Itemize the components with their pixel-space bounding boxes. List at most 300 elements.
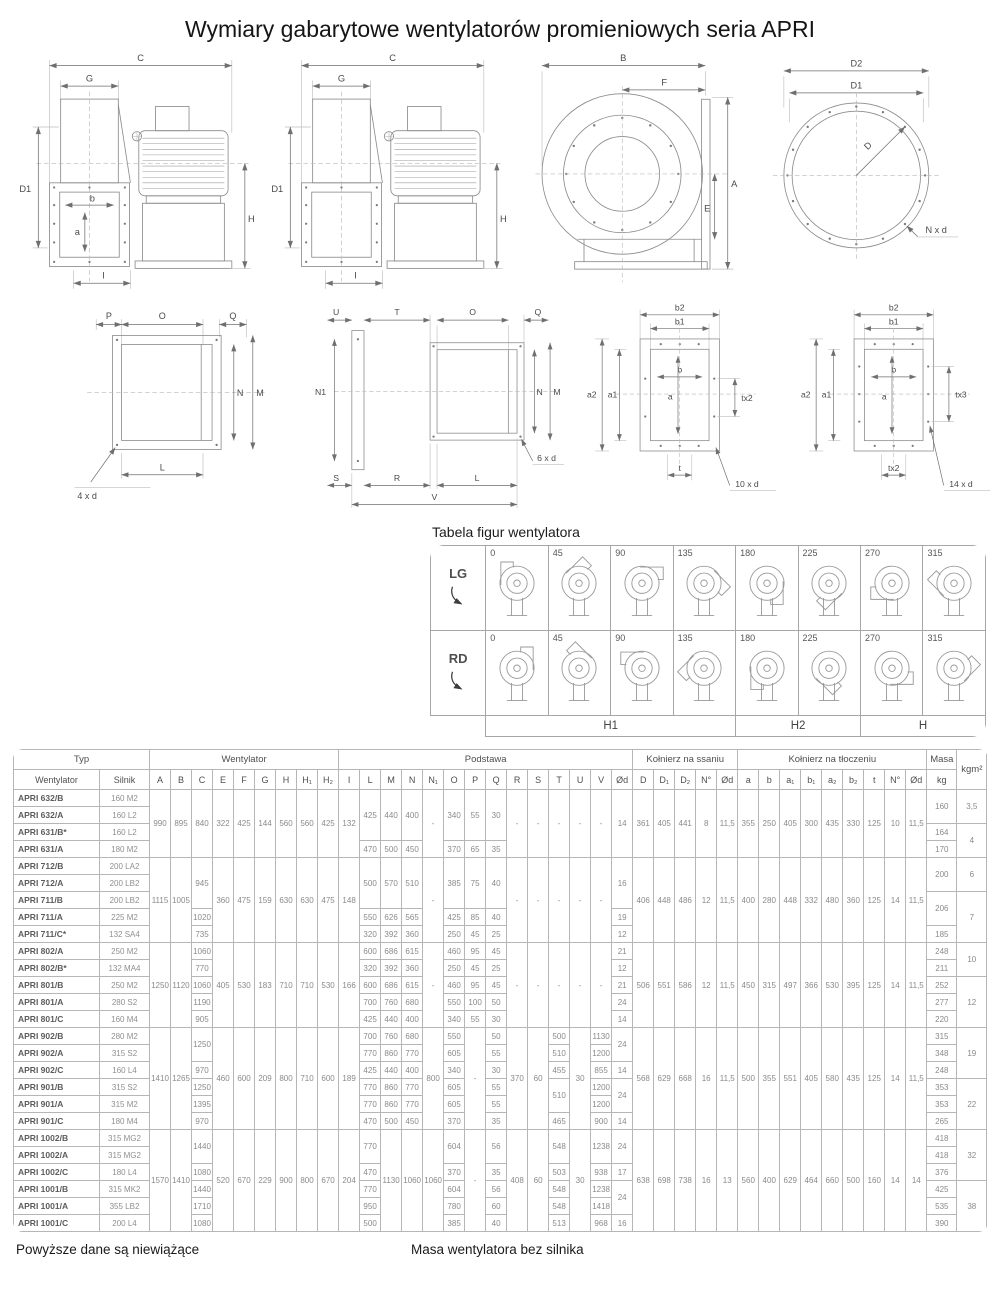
value-cell: 95 [465, 943, 486, 960]
value-cell: 680 [402, 994, 423, 1011]
value-cell: 500 [360, 1215, 381, 1232]
fan-type-cell: APRI 632/A [14, 807, 100, 824]
fan-figure-cell [861, 546, 923, 631]
value-cell: 548 [549, 1198, 570, 1215]
fan-figure-cell [673, 546, 735, 631]
value-cell: 905 [192, 1011, 213, 1028]
value-cell: 1410 [171, 1130, 192, 1232]
value-cell: 1410 [150, 1028, 171, 1130]
column-header: P [465, 770, 486, 790]
value-cell: 800 [276, 1028, 297, 1130]
value-cell: 348 [927, 1045, 957, 1062]
value-cell: 700 [360, 1028, 381, 1045]
value-cell: 248 [927, 943, 957, 960]
fan-type-cell: APRI 1002/B [14, 1130, 100, 1147]
fan-figure-icon [678, 550, 730, 622]
value-cell: 1130 [591, 1028, 612, 1045]
dim-label-e: E [704, 203, 711, 214]
fan-type-cell: APRI 901/B [14, 1079, 100, 1096]
value-cell: 565 [402, 909, 423, 926]
fan-figure-cell [736, 546, 798, 631]
fan-figure-icon [866, 635, 918, 707]
angle-label: 90 [615, 633, 626, 644]
value-cell: 464 [801, 1130, 822, 1232]
dim-label-t: t [678, 462, 681, 473]
value-cell: 506 [633, 943, 654, 1028]
angle-label: 225 [802, 548, 818, 559]
value-cell: 300 [801, 790, 822, 858]
value-cell: 360 [213, 858, 234, 943]
value-cell: 10 [957, 943, 987, 977]
value-cell: 497 [780, 943, 801, 1028]
value-cell: 968 [591, 1215, 612, 1232]
value-cell: 425 [927, 1181, 957, 1198]
value-cell: 670 [318, 1130, 339, 1232]
figure-footer-row [431, 716, 986, 737]
fan-figure-cell [798, 631, 860, 716]
value-cell: 24 [612, 994, 633, 1011]
value-cell: 353 [927, 1096, 957, 1113]
value-cell: 600 [318, 1028, 339, 1130]
value-cell: 400 [402, 1011, 423, 1028]
value-cell: 470 [360, 841, 381, 858]
value-cell: 40 [486, 858, 507, 909]
value-cell: 125 [864, 790, 885, 858]
value-cell: 400 [738, 858, 759, 943]
dim-label-b: B [620, 52, 627, 63]
value-cell: 405 [654, 790, 675, 858]
motor-cell: 315 M2 [100, 1096, 150, 1113]
value-cell: 425 [444, 909, 465, 926]
value-cell: 710 [297, 943, 318, 1028]
fan-figure-icon [491, 550, 543, 622]
figure-footer-spacer [431, 716, 486, 737]
dim-label-b2: b2 [888, 302, 899, 313]
value-cell: 320 [360, 926, 381, 943]
value-cell: 19 [612, 909, 633, 926]
dim-label-q: Q [229, 311, 237, 322]
value-cell: 1710 [192, 1198, 213, 1215]
value-cell: 568 [633, 1028, 654, 1130]
dim-label-b: b [677, 364, 683, 375]
value-cell: 60 [528, 1130, 549, 1232]
value-cell: 189 [339, 1028, 360, 1130]
column-header: A [150, 770, 171, 790]
value-cell: 551 [780, 1028, 801, 1130]
fan-figure-icon [616, 550, 668, 622]
value-cell: 400 [759, 1130, 780, 1232]
value-cell: 125 [864, 943, 885, 1028]
value-cell: 360 [843, 858, 864, 943]
fan-figure-icon [866, 550, 918, 622]
value-cell: 315 [759, 943, 780, 1028]
value-cell: 183 [255, 943, 276, 1028]
rotation-label: RD [448, 651, 468, 667]
value-cell: 11,5 [906, 1028, 927, 1130]
value-cell: - [549, 790, 570, 858]
value-cell: 1395 [192, 1096, 213, 1113]
base-plate-b-diagram [284, 301, 564, 515]
value-cell: 460 [444, 943, 465, 960]
dim-label-m: M [553, 387, 561, 398]
dim-label-p: P [105, 311, 112, 322]
column-header: I [339, 770, 360, 790]
value-cell: 355 [738, 790, 759, 858]
fan-figure-icon [553, 635, 605, 707]
angle-label: 315 [927, 548, 943, 559]
value-cell: 125 [864, 1028, 885, 1130]
fan-figure-cell [611, 631, 673, 716]
value-cell: 11,5 [906, 858, 927, 943]
value-cell: 770 [360, 1130, 381, 1164]
value-cell: 30 [570, 1130, 591, 1232]
column-header: Ød [906, 770, 927, 790]
motor-cell: 180 L4 [100, 1164, 150, 1181]
value-cell: 660 [822, 1130, 843, 1232]
fan-type-cell: APRI 712/A [14, 875, 100, 892]
fan-figure-cell [923, 631, 986, 716]
value-cell: 450 [402, 841, 423, 858]
value-cell: 530 [318, 943, 339, 1028]
value-cell: 435 [843, 1028, 864, 1130]
value-cell: 710 [297, 1028, 318, 1130]
column-header: T [549, 770, 570, 790]
value-cell: 6 [957, 858, 987, 892]
value-cell: 370 [444, 1164, 465, 1181]
value-cell: 35 [486, 1164, 507, 1181]
value-cell: 1060 [192, 977, 213, 994]
dim-label-c: C [389, 52, 397, 63]
value-cell: 14 [885, 1028, 906, 1130]
value-cell: 206 [927, 892, 957, 926]
value-cell: - [570, 943, 591, 1028]
value-cell: 7 [957, 892, 987, 943]
side-view-b-diagram [268, 47, 508, 296]
value-cell: 395 [843, 943, 864, 1028]
value-cell: 50 [486, 994, 507, 1011]
angle-label: 315 [927, 633, 943, 644]
value-cell: 400 [402, 1062, 423, 1079]
value-cell: 22 [957, 1079, 987, 1130]
fan-type-cell: APRI 801/B [14, 977, 100, 994]
value-cell: 860 [381, 1045, 402, 1062]
motor-cell: 180 M4 [100, 1113, 150, 1130]
fan-type-cell: APRI 1002/A [14, 1147, 100, 1164]
group-header: Podstawa [339, 750, 633, 770]
angle-label: 270 [865, 548, 881, 559]
value-cell: 322 [213, 790, 234, 858]
column-header: F [234, 770, 255, 790]
value-cell: 460 [213, 1028, 234, 1130]
motor-cell: 160 M4 [100, 1011, 150, 1028]
value-cell: 465 [549, 1113, 570, 1130]
fan-type-cell: APRI 631/A [14, 841, 100, 858]
motor-cell: 200 LB2 [100, 892, 150, 909]
value-cell: 503 [549, 1164, 570, 1181]
value-cell: 605 [444, 1045, 465, 1062]
value-cell: 11,5 [717, 858, 738, 943]
dim-label-a: a [881, 391, 887, 402]
rotation-arrow-icon [446, 585, 470, 605]
value-cell: 770 [360, 1045, 381, 1062]
fan-type-cell: APRI 802/A [14, 943, 100, 960]
fan-type-cell: APRI 801/C [14, 1011, 100, 1028]
group-header: Typ [14, 750, 150, 770]
value-cell: 580 [822, 1028, 843, 1130]
motor-cell: 132 SA4 [100, 926, 150, 943]
value-cell: 32 [957, 1130, 987, 1181]
value-cell: 25 [486, 926, 507, 943]
dim-label-a: a [667, 391, 673, 402]
value-cell: 440 [381, 1011, 402, 1028]
value-cell: 248 [927, 1062, 957, 1079]
dim-label-n: N [536, 387, 543, 398]
dim-label-m: M [256, 388, 264, 399]
value-cell: 900 [591, 1113, 612, 1130]
value-cell: 510 [549, 1079, 570, 1113]
value-cell: 405 [801, 1028, 822, 1130]
value-cell: 17 [612, 1164, 633, 1181]
angle-label: 0 [490, 633, 496, 644]
dim-label-n: N [236, 388, 244, 399]
value-cell: 520 [213, 1130, 234, 1232]
value-cell: 418 [927, 1147, 957, 1164]
value-cell: 605 [444, 1096, 465, 1113]
dim-label-c: C [137, 52, 145, 63]
value-cell: 1060 [423, 1130, 444, 1232]
fan-type-cell: APRI 802/B* [14, 960, 100, 977]
value-cell: 1060 [402, 1130, 423, 1232]
value-cell: 38 [957, 1181, 987, 1232]
value-cell: 332 [801, 858, 822, 943]
value-cell: 760 [381, 994, 402, 1011]
value-cell: 770 [360, 1181, 381, 1198]
fan-type-cell: APRI 1002/C [14, 1164, 100, 1181]
value-cell: 770 [360, 1079, 381, 1096]
value-cell: 1250 [192, 1079, 213, 1096]
value-cell: 211 [927, 960, 957, 977]
value-cell: - [570, 790, 591, 858]
column-header: Wentylator [14, 770, 100, 790]
value-cell: 11,5 [717, 790, 738, 858]
column-header: M [381, 770, 402, 790]
fan-figure-cell [548, 631, 610, 716]
fan-type-cell: APRI 1001/A [14, 1198, 100, 1215]
value-cell: - [591, 943, 612, 1028]
value-cell: 340 [444, 790, 465, 841]
value-cell: 12 [612, 960, 633, 977]
value-cell: 668 [675, 1028, 696, 1130]
value-cell: 535 [927, 1198, 957, 1215]
value-cell: 75 [465, 858, 486, 909]
fan-figure-icon [928, 550, 980, 622]
column-header: H₂ [318, 770, 339, 790]
table-row [14, 1028, 987, 1045]
value-cell: 148 [339, 858, 360, 943]
value-cell: 250 [759, 790, 780, 858]
value-cell: 16 [612, 1215, 633, 1232]
value-cell: 1190 [192, 994, 213, 1011]
figure-table-wrap [430, 545, 986, 737]
dim-label-holes: 4 x d [77, 491, 97, 502]
value-cell: - [423, 790, 444, 858]
value-cell: 320 [360, 960, 381, 977]
column-header: O [444, 770, 465, 790]
side-view-a-diagram [16, 47, 256, 296]
motor-cell: 225 M2 [100, 909, 150, 926]
value-cell: 1418 [591, 1198, 612, 1215]
column-header: Q [486, 770, 507, 790]
table-column-header-row [14, 770, 987, 790]
value-cell: - [465, 1028, 486, 1130]
group-header: Kołnierz na ssaniu [633, 750, 738, 770]
outlet-flange-b-diagram [792, 301, 992, 518]
value-cell: 500 [381, 1113, 402, 1130]
value-cell: 95 [465, 977, 486, 994]
motor-cell: 180 M2 [100, 841, 150, 858]
value-cell: 770 [360, 1096, 381, 1113]
value-cell: 252 [927, 977, 957, 994]
column-header: b₂ [843, 770, 864, 790]
value-cell: 530 [234, 943, 255, 1028]
value-cell: 638 [633, 1130, 654, 1232]
value-cell: 353 [927, 1079, 957, 1096]
drawings-row-1 [16, 47, 1000, 297]
figure-table [430, 545, 986, 737]
column-header: H [276, 770, 297, 790]
value-cell: 698 [654, 1130, 675, 1232]
value-cell: 470 [360, 1164, 381, 1181]
fan-type-cell: APRI 631/B* [14, 824, 100, 841]
value-cell: 586 [675, 943, 696, 1028]
column-header: L [360, 770, 381, 790]
table-group-header-row [14, 750, 987, 770]
column-header: N° [885, 770, 906, 790]
value-cell: 14 [612, 1113, 633, 1130]
value-cell: 55 [486, 1045, 507, 1062]
value-cell: 30 [486, 790, 507, 841]
value-cell: 160 [864, 1130, 885, 1232]
value-cell: - [465, 1130, 486, 1232]
value-cell: 204 [339, 1130, 360, 1232]
value-cell: 376 [927, 1164, 957, 1181]
dim-label-holes: 10 x d [735, 479, 759, 490]
fan-type-cell: APRI 1001/B [14, 1181, 100, 1198]
fan-figure-cell [486, 546, 548, 631]
value-cell: 55 [486, 1096, 507, 1113]
dim-label-tx3: tx3 [955, 389, 967, 400]
dim-label-g: G [337, 73, 346, 84]
footnote-center: Masa wentylatora bez silnika [411, 1242, 584, 1258]
value-cell: 770 [402, 1079, 423, 1096]
column-header: H₁ [297, 770, 318, 790]
dim-label-o: O [469, 307, 477, 318]
dim-label-d2: D2 [850, 58, 863, 69]
value-cell: 45 [486, 943, 507, 960]
column-header: Ød [717, 770, 738, 790]
page-title: Wymiary gabarytowe wentylatorów promieniowych seria APRI [185, 16, 815, 42]
value-cell: 65 [465, 841, 486, 858]
value-cell: 159 [255, 858, 276, 943]
fan-figure-cell [486, 631, 548, 716]
footnote-left: Powyższe dane są niewiążące [16, 1242, 200, 1258]
dimensions-table-wrap [13, 749, 988, 1232]
value-cell: 14 [612, 790, 633, 858]
value-cell: 12 [696, 858, 717, 943]
value-cell: 355 [759, 1028, 780, 1130]
value-cell: 1130 [381, 1130, 402, 1232]
value-cell: 45 [465, 960, 486, 977]
value-cell: 604 [444, 1181, 465, 1198]
value-cell: 550 [444, 994, 465, 1011]
value-cell: 19 [957, 1028, 987, 1079]
value-cell: 220 [927, 1011, 957, 1028]
value-cell: 24 [612, 1079, 633, 1113]
value-cell: 800 [297, 1130, 318, 1232]
inlet-flange-diagram [760, 47, 960, 293]
value-cell: 1200 [591, 1096, 612, 1113]
value-cell: - [528, 943, 549, 1028]
fan-figure-icon [803, 550, 855, 622]
value-cell: 770 [402, 1096, 423, 1113]
fan-figure-cell [798, 546, 860, 631]
fan-figure-cell [861, 631, 923, 716]
dim-label-h: H [247, 213, 255, 224]
motor-cell: 160 M2 [100, 790, 150, 807]
value-cell: 340 [444, 1011, 465, 1028]
value-cell: 360 [402, 960, 423, 977]
value-cell: 686 [381, 943, 402, 960]
dim-label-o: O [158, 311, 166, 322]
value-cell: 35 [486, 841, 507, 858]
fan-type-cell: APRI 711/C* [14, 926, 100, 943]
dim-label-b: b [89, 193, 95, 204]
figure-row [431, 631, 986, 716]
value-cell: 710 [276, 943, 297, 1028]
dim-label-g: G [85, 73, 94, 84]
column-header: Ød [612, 770, 633, 790]
dim-label-tx2-bottom: tx2 [887, 462, 900, 473]
value-cell: 360 [402, 926, 423, 943]
column-header: D₂ [675, 770, 696, 790]
value-cell: 16 [696, 1130, 717, 1232]
value-cell: - [423, 858, 444, 943]
fan-figure-icon [616, 635, 668, 707]
column-header: C [192, 770, 213, 790]
dim-label-r: R [393, 473, 401, 484]
value-cell: 250 [444, 926, 465, 943]
dim-label-i: I [354, 270, 357, 281]
value-cell: 370 [444, 841, 465, 858]
angle-label: 270 [865, 633, 881, 644]
value-cell: 450 [738, 943, 759, 1028]
value-cell: 600 [360, 977, 381, 994]
value-cell: 55 [465, 1011, 486, 1028]
dim-label-b1: b1 [674, 316, 685, 327]
value-cell: 1115 [150, 858, 171, 943]
value-cell: - [549, 858, 570, 943]
value-cell: 680 [402, 1028, 423, 1045]
fan-figure-icon [928, 635, 980, 707]
dim-label-l: L [159, 462, 165, 473]
value-cell: 185 [927, 926, 957, 943]
fan-figure-icon [553, 550, 605, 622]
motor-cell: 200 L4 [100, 1215, 150, 1232]
value-cell: - [507, 858, 528, 943]
motor-cell: 250 M2 [100, 943, 150, 960]
value-cell: 24 [612, 1028, 633, 1062]
value-cell: 510 [549, 1045, 570, 1062]
